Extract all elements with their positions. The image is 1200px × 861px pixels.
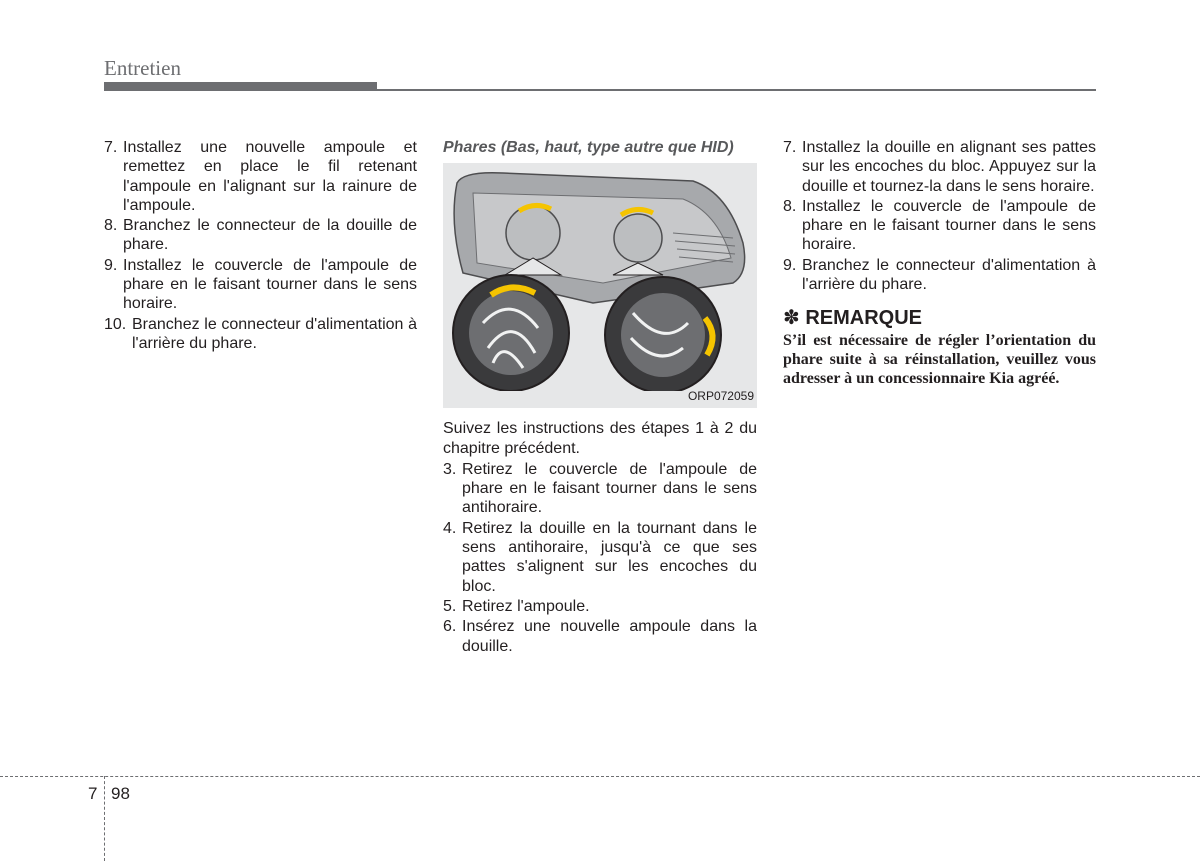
step-item <box>443 519 757 596</box>
step-text: Installez une nouvelle ampoule et remettez en place le fil retenant l'ampoule en l'alignant sur la rainure de l'ampoule. <box>123 139 417 214</box>
figure-code: ORP072059 <box>687 389 754 403</box>
step-text: Insérez une nouvelle ampoule dans la douille. <box>462 618 757 655</box>
step-number: 4. <box>443 519 457 537</box>
step-text: Retirez la douille en la tournant dans le sens antihoraire, jusqu'à ce que ses pattes s'alignent sur les encoches du bloc. <box>462 519 757 595</box>
step-text: Branchez le connecteur de la douille de phare. <box>123 217 417 254</box>
step-number: 8. <box>783 197 797 215</box>
step-number: 5. <box>443 597 457 615</box>
figure-title: Phares (Bas, haut, type autre que HID) <box>443 139 734 156</box>
step-item <box>104 216 417 255</box>
step-text: Retirez l'ampoule. <box>462 597 590 615</box>
footer-divider <box>104 776 105 861</box>
step-text: Installez le couvercle de l'ampoule de phare en le faisant tourner dans le sens horaire. <box>123 256 417 313</box>
step-number: 7. <box>783 139 797 156</box>
step-number: 7. <box>104 139 118 156</box>
step-text: Retirez le couvercle de l'ampoule de phare en le faisant tourner dans le sens antihoraire. <box>462 460 757 517</box>
right-step-list <box>783 138 1096 294</box>
step-item <box>443 617 757 656</box>
step-item <box>783 197 1096 255</box>
step-number: 9. <box>104 256 118 274</box>
step-number: 9. <box>783 256 797 274</box>
step-item <box>443 597 757 616</box>
intro-paragraph: Suivez les instructions des étapes 1 à 2 du chapitre précédent. <box>443 420 757 457</box>
step-number: 3. <box>443 460 457 478</box>
step-item <box>104 138 417 215</box>
header-rule-thin <box>104 89 1096 91</box>
step-text: Branchez le connecteur d'alimentation à l'arrière du phare. <box>132 315 417 352</box>
page-header-title: Entretien <box>104 56 181 80</box>
left-step-list <box>104 138 417 353</box>
step-item <box>104 256 417 314</box>
step-number: 6. <box>443 618 457 636</box>
headlamp-drawing <box>443 163 757 391</box>
footer-rule <box>0 776 1200 777</box>
step-item <box>783 138 1096 196</box>
step-item <box>783 256 1096 295</box>
middle-column <box>443 138 757 657</box>
middle-step-list <box>443 460 757 656</box>
page-number: 98 <box>111 784 130 803</box>
note-heading: ✽ REMARQUE <box>783 307 922 330</box>
chapter-number: 7 <box>88 784 98 803</box>
step-item <box>443 460 757 518</box>
step-item <box>104 315 417 354</box>
step-text: Installez la douille en alignant ses pattes sur les encoches du bloc. Appuyez sur la douille et tournez-la dans le sens horaire. <box>802 139 1096 195</box>
step-number: 8. <box>104 217 118 235</box>
step-text: Branchez le connecteur d'alimentation à l'arrière du phare. <box>802 256 1096 294</box>
headlamp-illustration <box>443 163 757 408</box>
left-column <box>104 138 417 354</box>
step-text: Installez le couvercle de l'ampoule de phare en le faisant tourner dans le sens horaire. <box>802 197 1096 254</box>
step-number: 10. <box>104 315 127 333</box>
right-column <box>783 138 1096 389</box>
note-body: S’il est nécessaire de régler l’orientation du phare suite à sa réinstallation, veuillez vous adresser à un concessionnaire Kia agréé. <box>783 331 1096 388</box>
